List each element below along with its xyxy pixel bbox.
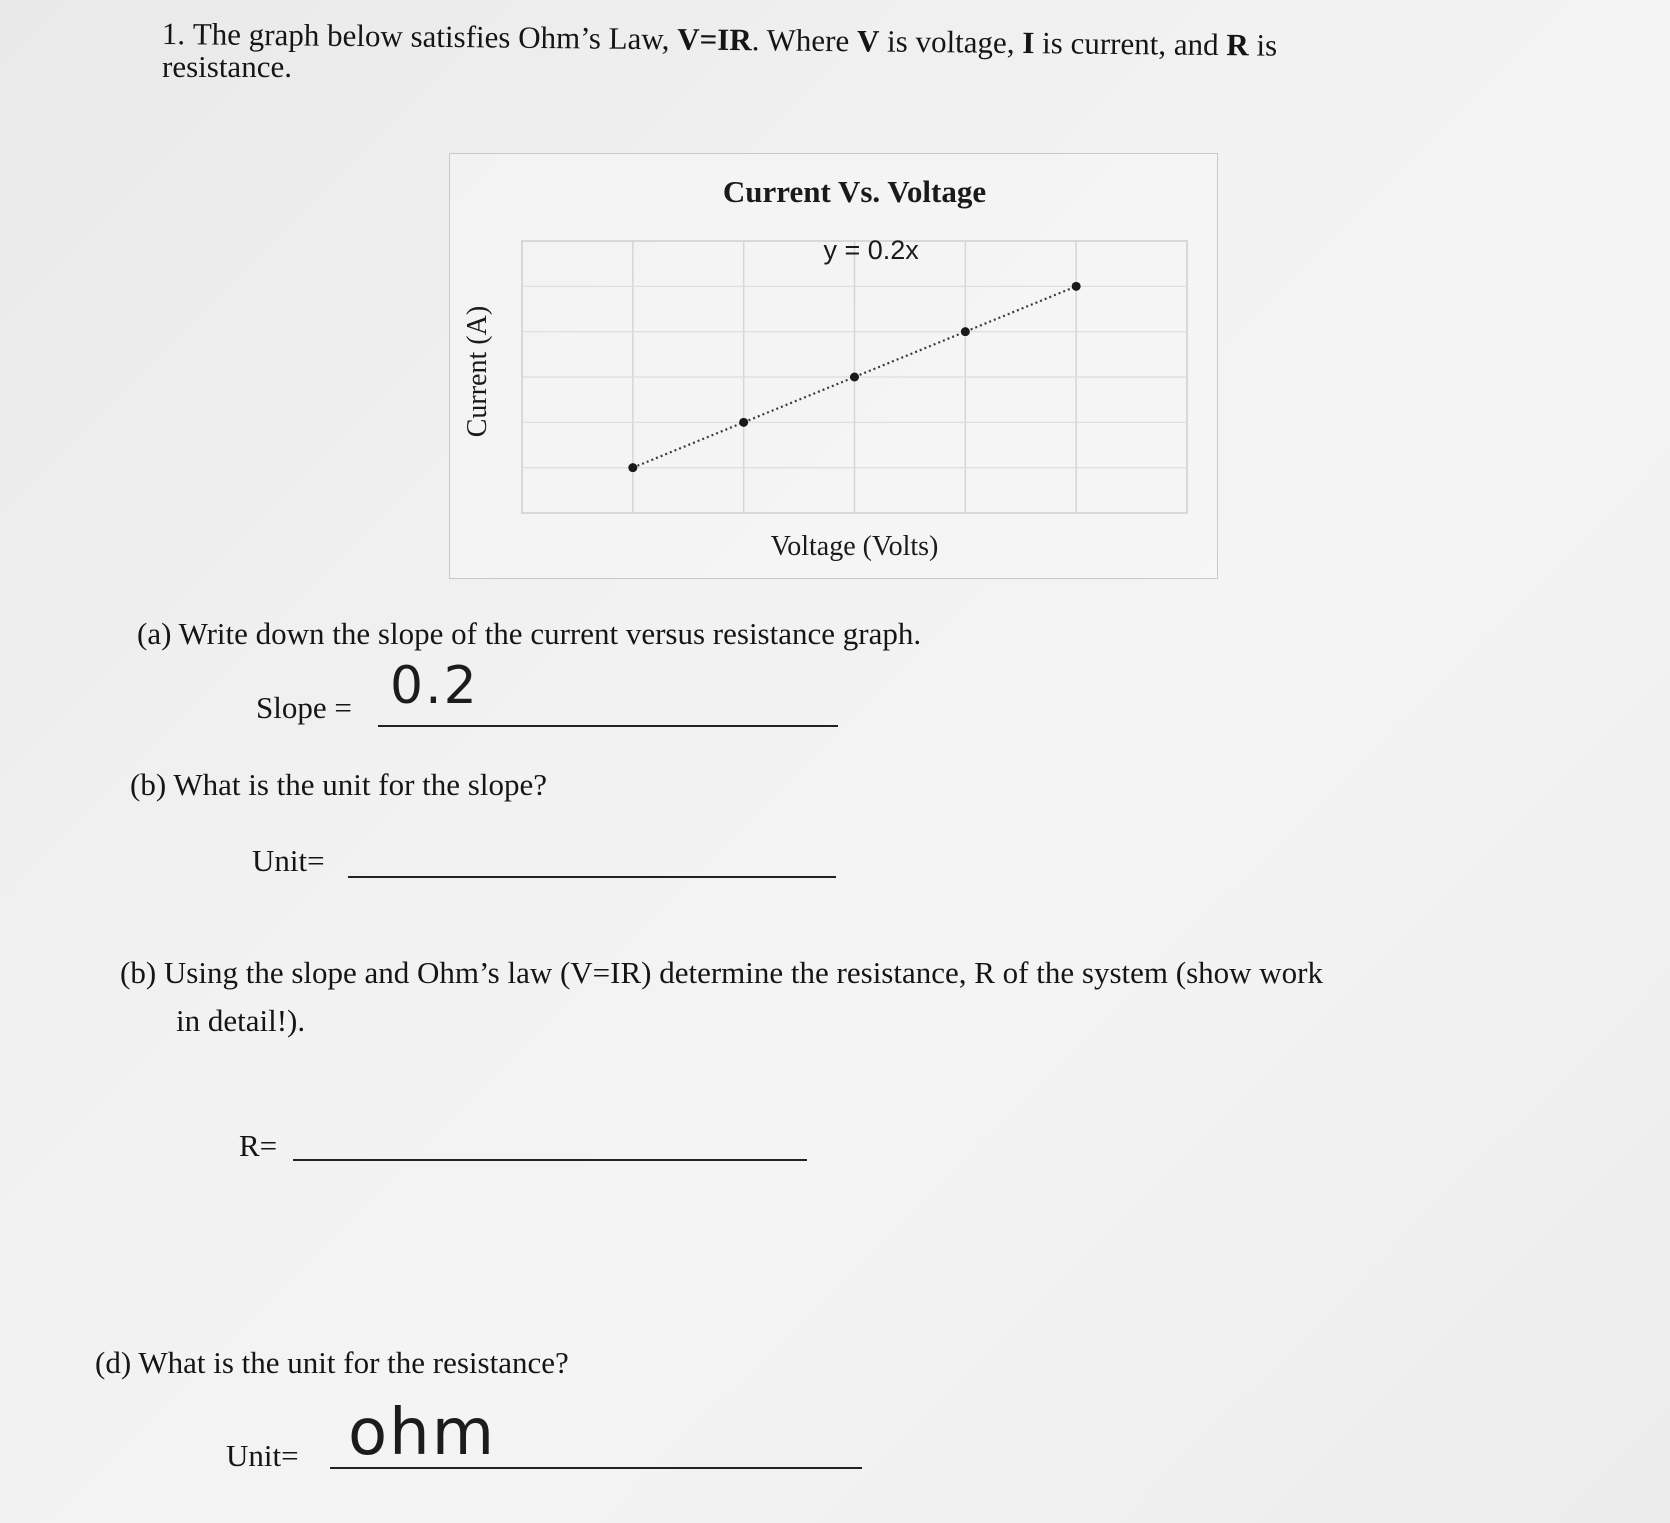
y-axis-label: Current (A)	[462, 305, 493, 438]
problem-statement-line1: 1. The graph below satisfies Ohm’s Law, V=IR. Where V is voltage, I is current, and R is	[161, 16, 1278, 63]
chart-title: Current Vs. Voltage	[722, 174, 987, 209]
problem-number: 1.	[161, 16, 186, 52]
slope-unit-line	[348, 876, 836, 878]
slope-unit-label: Unit=	[252, 843, 325, 878]
resistance-unit-label: Unit=	[226, 1438, 299, 1473]
chart-box	[449, 153, 1218, 579]
data-point	[961, 327, 970, 336]
data-point	[1072, 282, 1081, 291]
resistance-answer-line	[293, 1159, 807, 1161]
data-point	[850, 373, 859, 382]
resistance-label: R=	[239, 1128, 278, 1163]
resistance-unit-line	[330, 1467, 862, 1469]
x-axis-label: Voltage (Volts)	[770, 531, 939, 562]
question-a: (a) Write down the slope of the current versus resistance graph.	[137, 616, 922, 651]
question-b-resistance-line1: (b) Using the slope and Ohm’s law (V=IR) determine the resistance, R of the system (show work	[120, 955, 1323, 990]
data-point	[628, 463, 637, 472]
question-b-resistance-line2: in detail!).	[176, 1003, 306, 1038]
data-point	[739, 418, 748, 427]
slope-answer-line	[378, 725, 838, 727]
trendline-equation: y = 0.2x	[823, 235, 919, 266]
resistance-unit-answer: ohm	[348, 1396, 497, 1470]
problem-statement-line2: resistance.	[162, 49, 292, 84]
question-d: (d) What is the unit for the resistance?	[95, 1345, 569, 1380]
slope-label: Slope =	[256, 690, 352, 725]
slope-answer: 0.2	[390, 656, 479, 716]
current-vs-voltage-chart	[450, 154, 1217, 578]
question-b-unit: (b) What is the unit for the slope?	[130, 767, 547, 802]
